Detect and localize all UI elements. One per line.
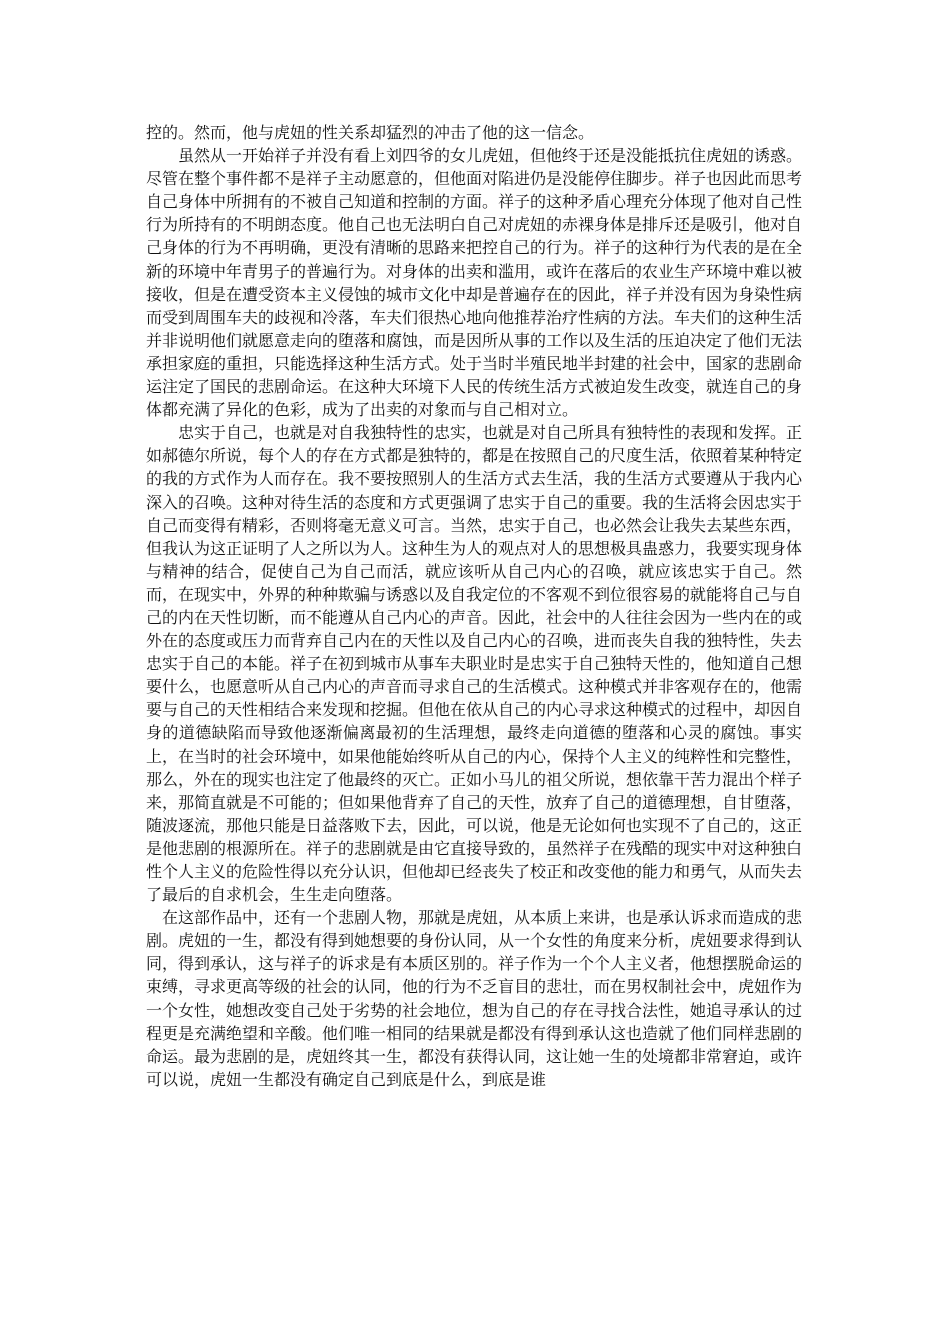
paragraph-huniu-temptation: 虽然从一开始祥子并没有看上刘四爷的女儿虎妞，但他终于还是没能抵抗住虎妞的诱惑。尽管在整个事件都不是祥子主动愿意的，但他面对陷进仍是没能停住脚步。祥子也因此而思考自己身体中所拥有的不被自己知道和控制的方面。祥子的这种矛盾心理充分体现了他对自己性行为所持有的不明朗态度。他自己也无法明白自己对虎妞的赤裸身体是排斥还是吸引，他对自己身体的行为不再明确，更没有清晰的思路来把控自己的行为。祥子的这种行为代表的是在全新的环境中年青男子的普遍行为。对身体的出卖和滥用，或许在落后的农业生产环境中难以被接收，但是在遭受资本主义侵蚀的城市文化中却是普遍存在的因此，祥子并没有因为身染性病而受到周围车夫的歧视和冷落，车夫们很热心地向他推荐治疗性病的方法。车夫们的这种生活并非说明他们就愿意走向的堕落和腐蚀，而是因所从事的工作以及生活的压迫决定了他们无法承担家庭的重担，只能选择这种生活方式。处于当时半殖民地半封建的社会中，国家的悲剧命运注定了国民的悲剧命运。在这种大环境下人民的传统生活方式被迫发生改变，就连自己的身体都充满了异化的色彩，成为了出卖的对象而与自己相对立。	[146, 146, 803, 420]
document-body	[146, 121, 802, 1091]
paragraph-continuation: 控的。然而，他与虎妞的性关系却猛烈的冲击了他的这一信念。	[146, 123, 595, 142]
paragraph-faithful-to-self: 忠实于自己，也就是对自我独特性的忠实，也就是对自己所具有独特性的表现和发挥。正如郝德尔所说，每个人的存在方式都是独特的，都是在按照自己的尺度生活，依照着某种特定的我的方式作为人而存在。我不要按照别人的生活方式去生活，我的生活方式要遵从于我内心深入的召唤。这种对待生活的态度和方式更强调了忠实于自己的重要。我的生活将会因忠实于自己而变得有精彩，否则将毫无意义可言。当然，忠实于自己，也必然会让我失去某些东西，但我认为这正证明了人之所以为人。这种生为人的观点对人的思想极具蛊惑力，我要实现身体与精神的结合，促使自己为自己而活，就应该听从自己内心的召唤，就应该忠实于自己。然而，在现实中，外界的种种欺骗与诱惑以及自我定位的不客观不到位很容易的就能将自己与自己的内在天性切断，而不能遵从自己内心的声音。因此，社会中的人往往会因为一些内在的或外在的态度或压力而背弃自己内在的天性以及自己内心的召唤，进而丧失自我的独特性，失去忠实于自己的本能。祥子在初到城市从事车夫职业时是忠实于自己独特天性的，他知道自己想要什么，也愿意听从自己内心的声音而寻求自己的生活模式。这种模式并非客观存在的，他需要与自己的天性相结合来发现和挖掘。但他在依从自己的内心寻求这种模式的过程中，却因自身的道德缺陷而导致他逐渐偏离最初的生活理想，最终走向道德的堕落和心灵的腐蚀。事实上，在当时的社会环境中，如果他能始终听从自己的内心，保持个人主义的纯粹性和完整性，那么，外在的现实也注定了他最终的灭亡。正如小马儿的祖父所说，想依靠干苦力混出个样子来，那简直就是不可能的；但如果他背弃了自己的天性，放弃了自己的道德理想，自甘堕落，随波逐流，那他只能是日益落败下去，因此，可以说，他是无论如何也实现不了自己的，这正是他悲剧的根源所在。祥子的悲剧就是由它直接导致的，虽然祥子在残酷的现实中对这种独白性个人主义的危险性得以充分认识，但他却已经丧失了校正和改变他的能力和勇气，从而失去了最后的自求机会，生生走向堕落。	[146, 423, 803, 905]
paragraph-huniu-tragedy: 在这部作品中，还有一个悲剧人物，那就是虎妞，从本质上来讲，也是承认诉求而造成的悲剧。虎妞的一生，都没有得到她想要的身份认同，从一个女性的角度来分析，虎妞要求得到认同，得到承认，这与祥子的诉求是有本质区别的。祥子作为一个个人主义者，他想摆脱命运的束缚，寻求更高等级的社会的认同，他的行为不乏盲目的悲壮，而在男权制社会中，虎妞作为一个女性，她想改变自己处于劣势的社会地位，想为自己的存在寻找合法性，她追寻承认的过程更是充满绝望和辛酸。他们唯一相同的结果就是都没有得到承认这也造就了他们同样悲剧的命运。最为悲剧的是，虎妞终其一生，都没有获得认同，这让她一生的处境都非常窘迫，或许可以说，虎妞一生都没有确定自己到底是什么，到底是谁	[146, 908, 803, 1089]
